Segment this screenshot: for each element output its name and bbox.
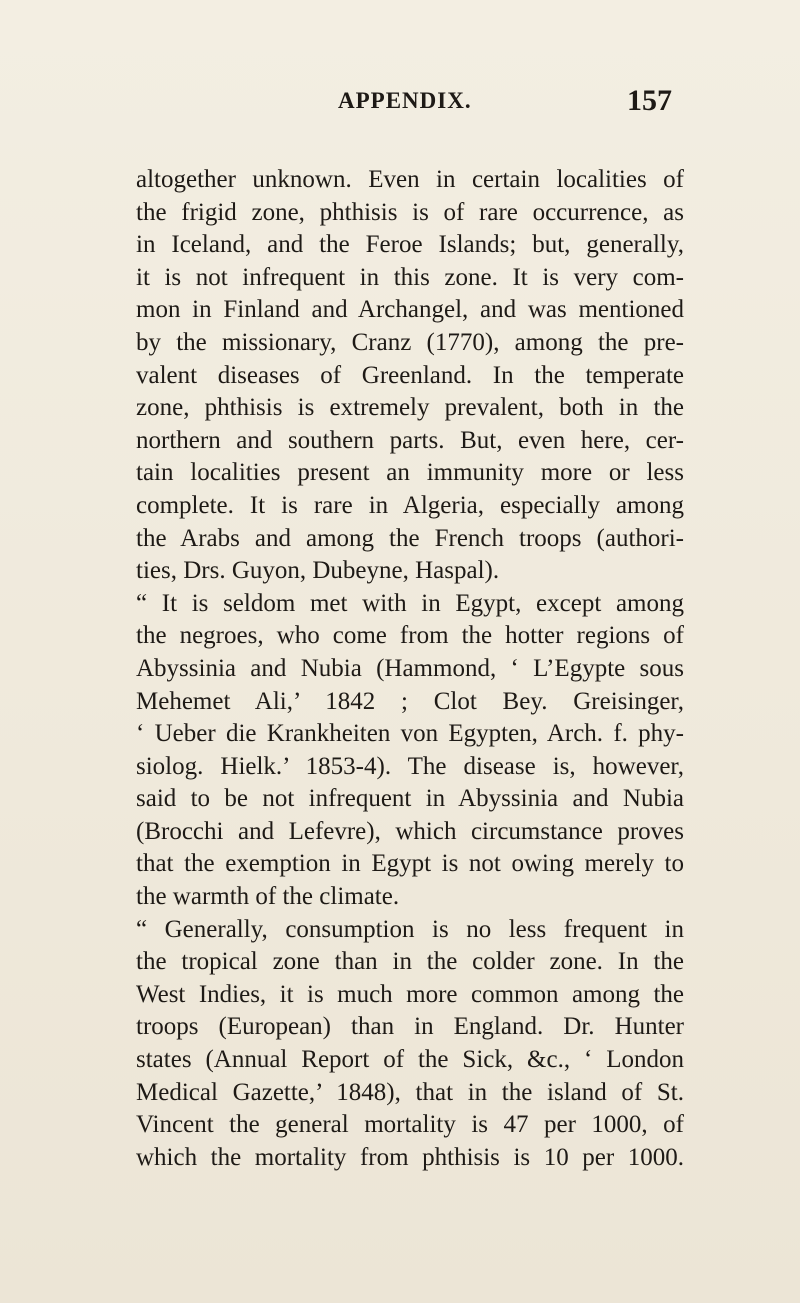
text-line: the warmth of the climate. [136,883,400,911]
text-line: tain localities present an immunity more or less [136,459,684,487]
text-line: in Iceland, and the Feroe Islands; but, generally, [136,231,684,259]
text-line: zone, phthisis is extremely prevalent, both in the [136,394,684,422]
text-line: it is not infrequent in this zone. It is very com- [136,263,684,291]
text-line: the frigid zone, phthisis is of rare occurrence, as [136,198,684,226]
text-line: siolog. Hielk.’ 1853-4). The disease is, however, [136,752,684,780]
text-line: the Arabs and among the French troops (authori- [136,524,684,552]
text-line: Vincent the general mortality is 47 per 1000, of [136,1111,684,1139]
text-line: ties, Drs. Guyon, Dubeyne, Haspal). [136,557,500,585]
page-header [0,84,800,124]
text-line: northern and southern parts. But, even here, cer- [136,426,684,454]
text-line: “ Generally, consumption is no less frequent in [136,915,684,943]
text-line: ‘ Ueber die Krankheiten von Egypten, Arch. f. phy- [136,720,684,748]
text-line: valent diseases of Greenland. In the temperate [136,361,684,389]
text-line: said to be not infrequent in Abyssinia and Nubia [136,785,684,813]
text-line: mon in Finland and Archangel, and was mentioned [136,296,684,324]
page-number: 157 [627,84,672,117]
text-line: troops (European) than in England. Dr. Hunter [136,1013,684,1041]
running-head: APPENDIX. [338,88,472,113]
text-line: that the exemption in Egypt is not owing merely to [136,850,684,878]
text-line: Abyssinia and Nubia (Hammond, ‘ L’Egypte sous [136,654,684,682]
text-line: “ It is seldom met with in Egypt, except among [136,589,684,617]
text-line: which the mortality from phthisis is 10 per 1000. [136,1143,684,1171]
text-line: the tropical zone than in the colder zone. In the [136,948,684,976]
body-text [136,164,684,1174]
text-line: complete. It is rare in Algeria, especially among [136,491,684,519]
text-line: states (Annual Report of the Sick, &c., ‘ London [136,1046,684,1074]
text-line: Mehemet Ali,’ 1842 ; Clot Bey. Greisinger, [136,687,684,715]
text-line: by the missionary, Cranz (1770), among the pre- [136,328,684,356]
text-line: West Indies, it is much more common among the [136,980,684,1008]
text-line: (Brocchi and Lefevre), which circumstance proves [136,817,684,845]
text-line: altogether unknown. Even in certain localities of [136,166,684,193]
text-line: Medical Gazette,’ 1848), that in the island of St. [136,1078,684,1106]
text-line: the negroes, who come from the hotter regions of [136,622,684,650]
